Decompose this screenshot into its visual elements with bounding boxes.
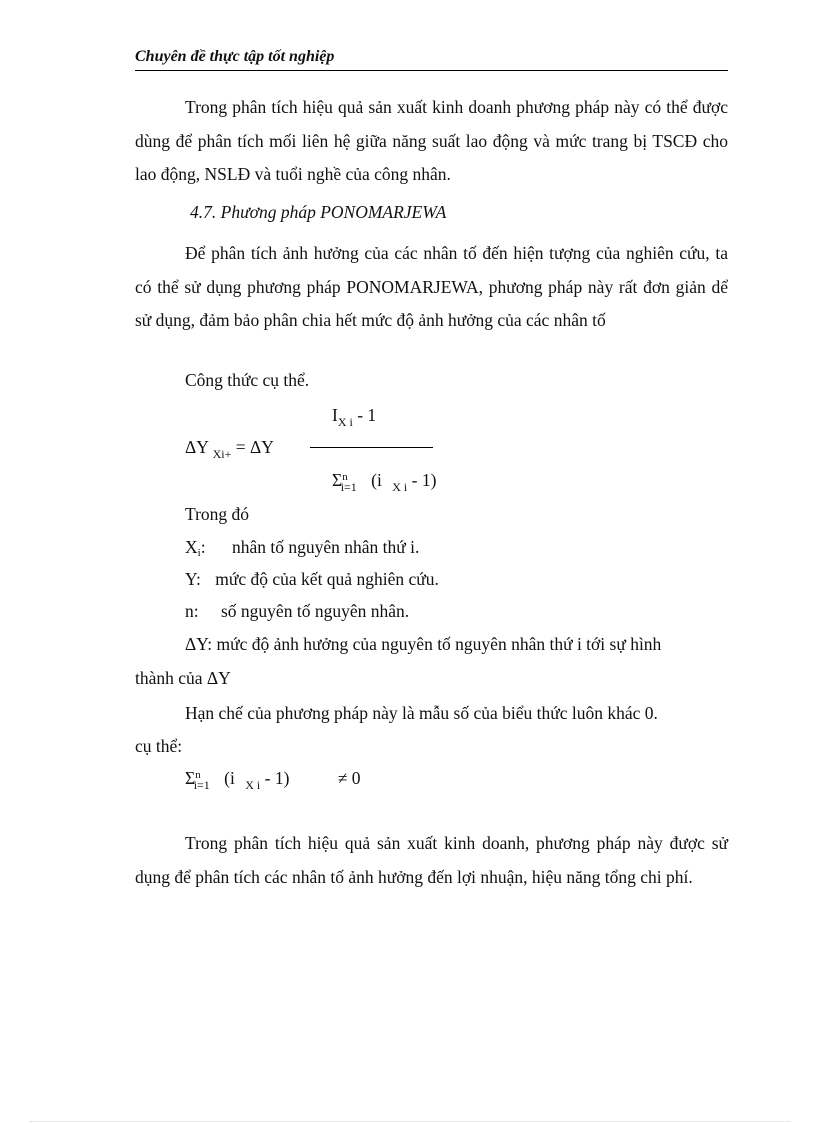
inequality-sigma: Σ <box>185 768 196 788</box>
definition-y-text: mức độ của kết quả nghiên cứu. <box>215 569 439 589</box>
denominator-open: (i <box>371 470 382 490</box>
definition-xi-subscript: i <box>197 547 201 559</box>
definition-y-symbol: Y: <box>185 569 201 589</box>
definition-n-symbol: n: <box>185 601 199 621</box>
formula-denominator <box>332 470 437 494</box>
limitation-line-2: cụ thể: <box>135 736 183 756</box>
inequality-sigma-sub: i=1 <box>193 778 210 792</box>
inequality-expression <box>185 768 361 792</box>
where-label: Trong đó <box>185 504 250 524</box>
inequality-not-equal: ≠ 0 <box>337 768 361 788</box>
denominator-sigma-sup: n <box>342 471 348 483</box>
limitation-line-1: Hạn chế của phương pháp này là mẫu số của biểu thức luôn khác 0. <box>185 703 658 723</box>
formula-intro: Công thức cụ thể. <box>185 370 310 390</box>
definition-xi-text: nhân tố nguyên nhân thứ i. <box>231 537 420 557</box>
intro-paragraph: Trong phân tích hiệu quả sản xuất kinh doanh phương pháp này có thể được dùng để phân tích mối liên hệ giữa năng suất lao động và mức trang bị TSCĐ cho lao động, NSLĐ và tuổi nghề của công nhân. <box>135 97 728 184</box>
numerator-tail: - 1 <box>352 405 377 425</box>
denominator-sigma: Σ <box>332 470 343 490</box>
definition-n <box>185 601 409 622</box>
fraction-bar <box>310 447 433 448</box>
denominator-close: - 1) <box>407 470 437 490</box>
numerator-i: I <box>332 405 338 425</box>
definition-n-text: số nguyên tố nguyên nhân. <box>221 601 410 621</box>
inequality-inner-subscript: X i <box>245 778 261 792</box>
formula-numerator <box>332 405 377 429</box>
definition-xi-colon: : <box>200 537 206 557</box>
definition-xi <box>185 537 419 558</box>
formula-lhs <box>185 437 274 461</box>
definition-xi-symbol: X <box>185 537 198 557</box>
definition-y <box>185 569 439 590</box>
method-paragraph: Để phân tích ảnh hưởng của các nhân tố đến hiện tượng của nghiên cứu, ta có thể sử dụng phương pháp PONOMARJEWA, phương pháp này rất đơn giản dể sử dụng, đảm bảo phân chia hết mức độ ảnh hưởng của các nhân tố <box>135 243 728 330</box>
lhs-delta-y: ΔY <box>185 437 209 457</box>
numerator-subscript: X i <box>337 415 353 429</box>
lhs-subscript: Xi+ <box>212 447 232 461</box>
delta-y-definition-line-1: ΔY: mức độ ảnh hưởng của nguyên tố nguyên nhân thứ i tới sự hình <box>185 634 662 654</box>
page-header-title: Chuyên đề thực tập tốt nghiệp <box>135 48 335 65</box>
inequality-open: (i <box>224 768 235 788</box>
denominator-inner-subscript: X i <box>392 480 408 494</box>
inequality-close: - 1) <box>260 768 290 788</box>
section-heading: 4.7. Phương pháp PONOMARJEWA <box>190 202 447 222</box>
closing-paragraph: Trong phân tích hiệu quả sản xuất kinh doanh, phương pháp này được sử dụng để phân tích các nhân tố ảnh hưởng đến lợi nhuận, hiệu năng tổng chi phí. <box>135 833 728 887</box>
header-divider <box>135 70 728 71</box>
footer-divider <box>30 1121 790 1122</box>
delta-y-definition-line-2: thành của ΔY <box>135 668 231 688</box>
denominator-sigma-sub: i=1 <box>340 480 357 494</box>
inequality-sigma-sup: n <box>195 769 201 781</box>
lhs-equals: = ΔY <box>231 437 274 457</box>
